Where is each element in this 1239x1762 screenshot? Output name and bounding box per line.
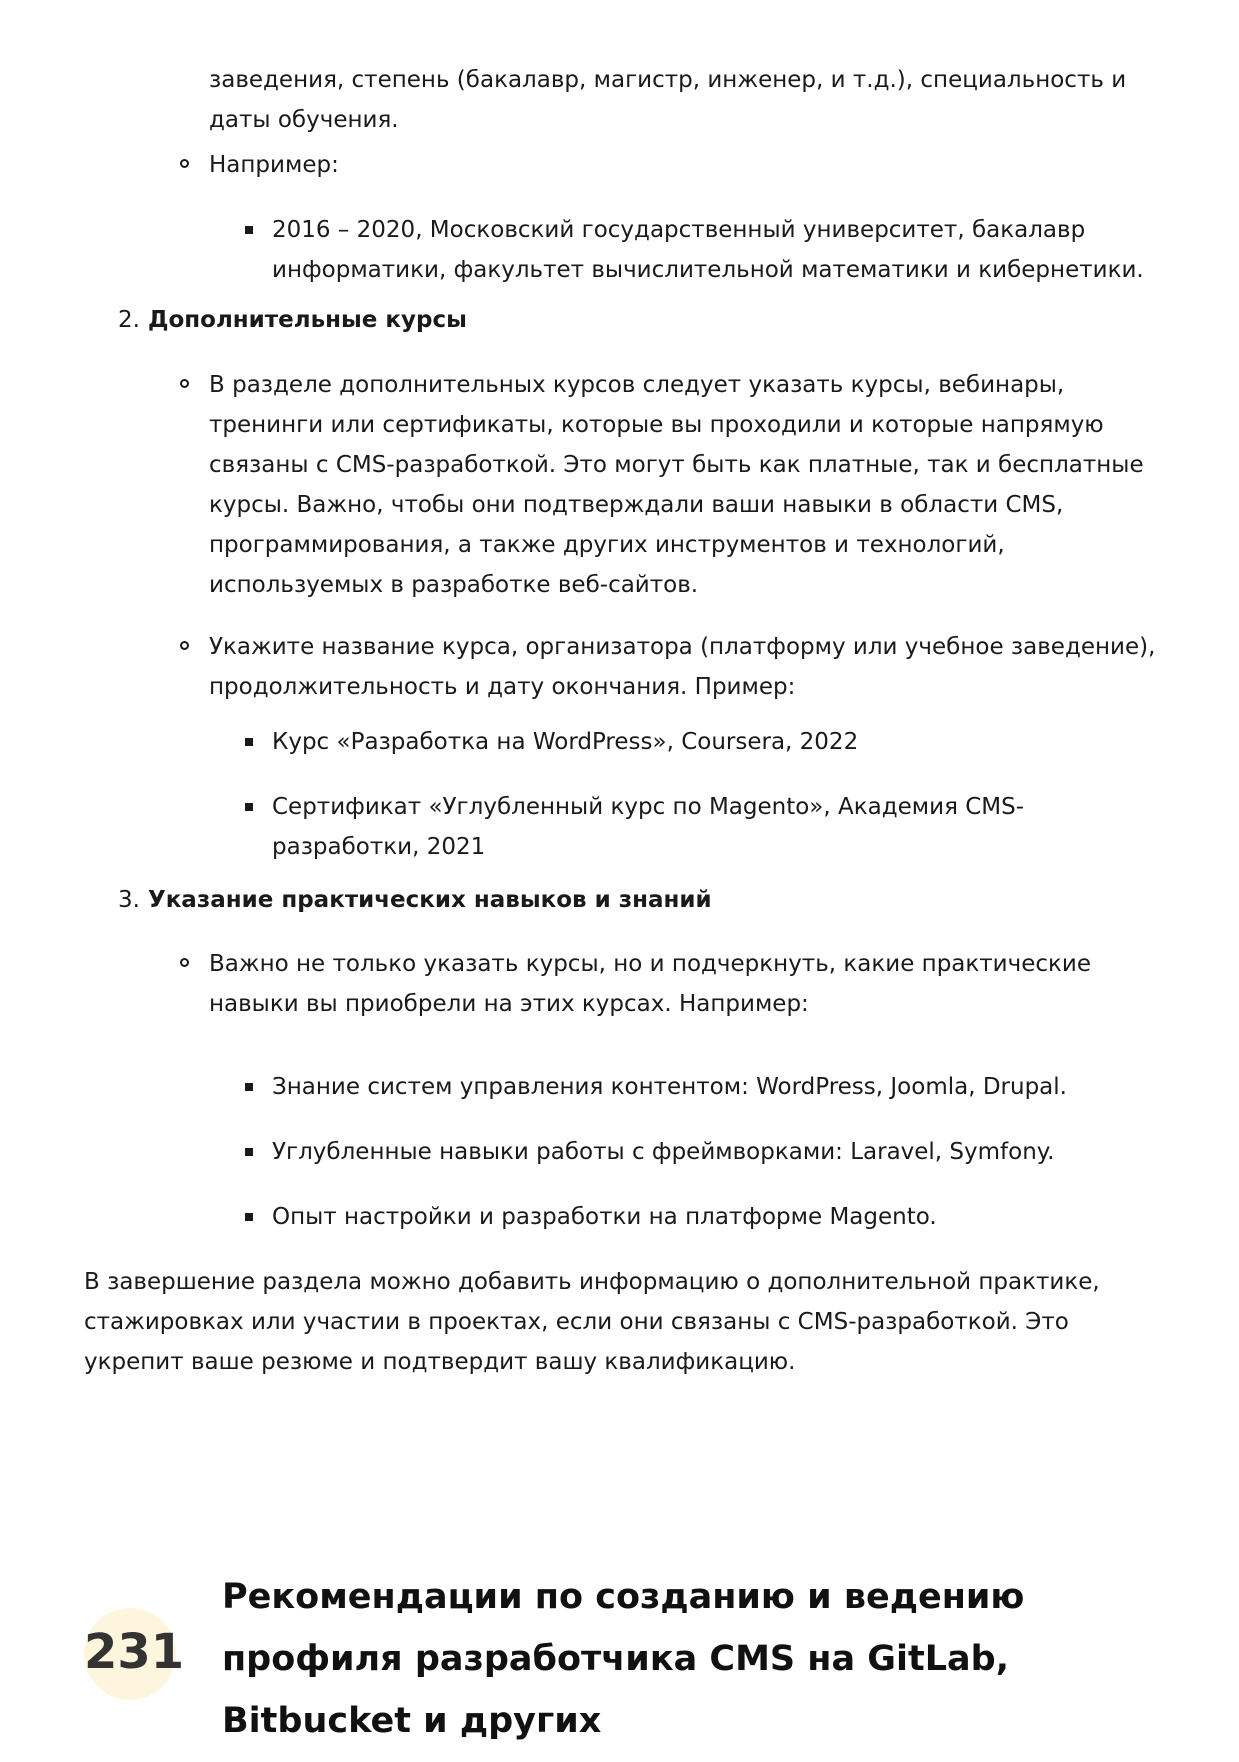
course-example-text: Курс «Разработка на WordPress», Coursera, 2022 — [272, 729, 859, 755]
square-bullet-icon — [245, 1148, 253, 1156]
square-bullet-icon — [245, 1213, 253, 1221]
square-bullet-icon — [245, 1083, 253, 1091]
section-heading-practical-skills — [118, 880, 1118, 920]
next-section-heading: Рекомендации по созданию и ведению профиля разработчика CMS на GitLab, Bitbucket и других — [222, 1577, 1025, 1741]
circle-bullet-icon — [180, 958, 189, 967]
education-example-text: 2016 – 2020, Московский государственный университет, бакалавр информатики, факультет вычислительной математики и кибернетики. — [272, 217, 1144, 283]
square-bullet-icon — [245, 738, 253, 746]
list-item — [272, 1067, 1152, 1107]
list-item — [272, 722, 1152, 762]
section-number: 2. — [118, 307, 140, 333]
course-example-text: Сертификат «Углубленный курс по Magento», Академия CMS-разработки, 2021 — [272, 794, 1025, 860]
list-item — [209, 944, 1159, 1024]
example-label: Например: — [209, 152, 339, 178]
section-number: 3. — [118, 887, 140, 913]
education-continuation-text: заведения, степень (бакалавр, магистр, инженер, и т.д.), специальность и даты обучения. — [209, 67, 1127, 133]
courses-instruction-text: Укажите название курса, организатора (платформу или учебное заведение), продолжительность и дату окончания. Пример: — [209, 634, 1156, 700]
circle-bullet-icon — [180, 641, 189, 650]
list-item — [209, 627, 1159, 707]
list-item — [272, 210, 1152, 290]
list-item — [272, 1132, 1152, 1172]
section-heading-additional-courses — [118, 300, 1118, 340]
closing-paragraph: В завершение раздела можно добавить информацию о дополнительной практике, стажировках или участии в проектах, если они связаны с CMS-разработкой. Это укрепит ваше резюме и подтвердит вашу квалификацию. — [84, 1269, 1100, 1375]
skill-example-text: Углубленные навыки работы с фреймворками: Laravel, Symfony. — [272, 1139, 1055, 1165]
skill-example-text: Знание систем управления контентом: WordPress, Joomla, Drupal. — [272, 1074, 1067, 1100]
list-item — [209, 145, 1159, 185]
circle-bullet-icon — [180, 159, 189, 168]
square-bullet-icon — [245, 226, 253, 234]
section-title: Указание практических навыков и знаний — [147, 887, 712, 913]
square-bullet-icon — [245, 803, 253, 811]
list-item — [272, 1197, 1152, 1237]
courses-description-text: В разделе дополнительных курсов следует указать курсы, вебинары, тренинги или сертификаты, которые вы проходили и которые напрямую связаны с CMS-разработкой. Это могут быть как платные, так и бесплатные курсы. Важно, чтобы они подтверждали ваши навыки в области CMS, программирования, а также других инструментов и технологий, используемых в разработке веб-сайтов. — [209, 372, 1144, 598]
skill-example-text: Опыт настройки и разработки на платформе Magento. — [272, 1204, 937, 1230]
skills-description-text: Важно не только указать курсы, но и подчеркнуть, какие практические навыки вы приобрели на этих курсах. Например: — [209, 951, 1092, 1017]
page-number: 231 — [84, 1624, 185, 1680]
section-title: Дополнительные курсы — [147, 307, 467, 333]
circle-bullet-icon — [180, 379, 189, 388]
list-item — [209, 365, 1159, 605]
list-item — [272, 787, 1152, 867]
